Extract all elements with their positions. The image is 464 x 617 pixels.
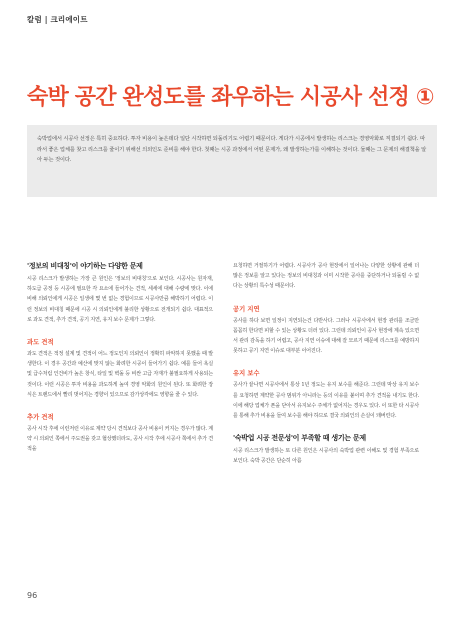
section-heading: '숙박업 시공 전문성'이 부족할 때 생기는 문제	[233, 434, 366, 443]
section-heading: 유지 보수	[233, 370, 260, 378]
body-paragraph: 공사가 끝나면 시공사에서 통상 1년 정도는 유지 보수를 해준다. 그런데 막상 유지 보수를 요청하면 계약한 공사 범위가 아니라는 등의 이유를 붙이며 추가 견적을 내기도 한다. 이에 해당 업체가 폰을 닫아서 유지보수 주체가 없어지는 경우도 있다. 이 또한 타 시공사를 통해 추가 비용을 들여 보수를 해야 하므로 결국 의뢰인의 손실이 돼버린다.	[233, 382, 419, 420]
lead-text: 숙박업에서 시공사 선정은 특히 중요하다. 투자 비용이 높은데다 일단 시작하면 되돌리기도 어렵기 때문이다. 게다가 시공에서 발생하는 리스크는 경영악화로 직결되기 쉽다. 따라서 좋은 업체를 찾고 리스크를 줄이기 위해선 의외인도 준비를 해야 한다. 첫째는 시공 과정에서 어떤 문제가, 왜 발생하는가를 이해하는 것이다. 둘째는 그 문제의 해결책을 알아 두는 것이다.	[37, 136, 427, 163]
section-label: 칼럼 | 크리에이트	[27, 15, 88, 24]
body-paragraph: 시공 리스크가 발생하는 또 다른 원인은 시공사의 숙박업 관련 이해도 및 경험 부족으로 보인다. 숙박 공간은 단순히 아름	[233, 448, 419, 465]
page-number: 96	[27, 591, 38, 600]
lead-box	[27, 125, 437, 197]
body-paragraph: 과도 견적은 적정 설계 및 견적이 어느 정도인지 의뢰인이 정확히 파악하지 못했을 때 발생한다. 이 경우 공간과 예산에 맞지 않는 화려한 시공이 들어가기 쉽다. 예를 들어 욕실 및 급수처럼 인건비가 높은 창식, 타일 및 벽돌 등 비싼 고급 자재가 불필요하게 사용되는 것이다. 이런 시공은 투자 비용을 과도하게 높여 경영 악화의 원인이 된다. 또 화려한 장식은 트렌드에서 빨리 벗어지는 경향이 있으므로 감가상각에도 영향을 줄 수 있다.	[27, 351, 213, 398]
right-column	[233, 261, 419, 467]
body-paragraph: 공사를 하다 보면 일정이 지연되는건 다반사다. 그러나 시공사에서 현장 관리를 조금만 꼼꼼히 한다면 피할 수 있는 상황도 더러 있다. 그런데 의뢰인이 공사 현장에 계속 있으면서 관리 감독을 하기 어렵고, 공사 지연 이슈에 대해 잘 모르기 때문에 리스크를 예방하지 못하고 공기 지연 이슈로 대부분 이어진다.	[233, 317, 419, 355]
article-title: 숙박 공간 완성도를 좌우하는 시공사 선정 ①	[27, 85, 434, 110]
section-heading: 공기 지연	[233, 305, 260, 313]
section-heading: 추가 견적	[27, 414, 54, 422]
body-paragraph: 시공 리스크가 발생하는 가장 큰 원인은 '정보의 비대칭'으로 보인다. 시공사는 원자재, 하도급 공정 등 시공에 필요한 각 요소에 들어가는 견적, 세세에 대해 수량에 맞다. 이에 비해 의뢰인에게 시공은 일생에 몇 번 없는 경험이므로 시공사만큼 해박하기 어렵다. 이런 정보의 비대칭 때문에 시공 시 의뢰인에게 불리한 상황으로 전개되기 쉽다. 대표적으로 과도 견적, 추가 견적, 공기 지연, 유지 보수 문제가 그렇다.	[27, 276, 213, 323]
body-paragraph: 공사 시작 후에 이런저런 이유로 계약 당시 견적보다 공사 비용이 커지는 경우가 많다. 계약 시 의뢰인 쪽에서 주도권을 갖고 협상했더라도, 공사 시작 후에 시공사 쪽에서 추가 견적을	[27, 426, 213, 453]
body-paragraph: 요청하면 거절하기가 어렵다. 시공사가 공사 현장에서 일어나는 다양한 상황에 관해 더 많은 정보를 알고 있다는 정보의 비대칭과 이미 시작한 공사를 중단하거나 되돌릴 수 없다는 상황의 특수성 때문이다.	[233, 263, 419, 290]
section-heading: '정보의 비대칭'이 야기하는 다양한 문제	[27, 262, 143, 270]
left-column	[27, 261, 213, 455]
section-heading: 과도 견적	[27, 339, 54, 347]
